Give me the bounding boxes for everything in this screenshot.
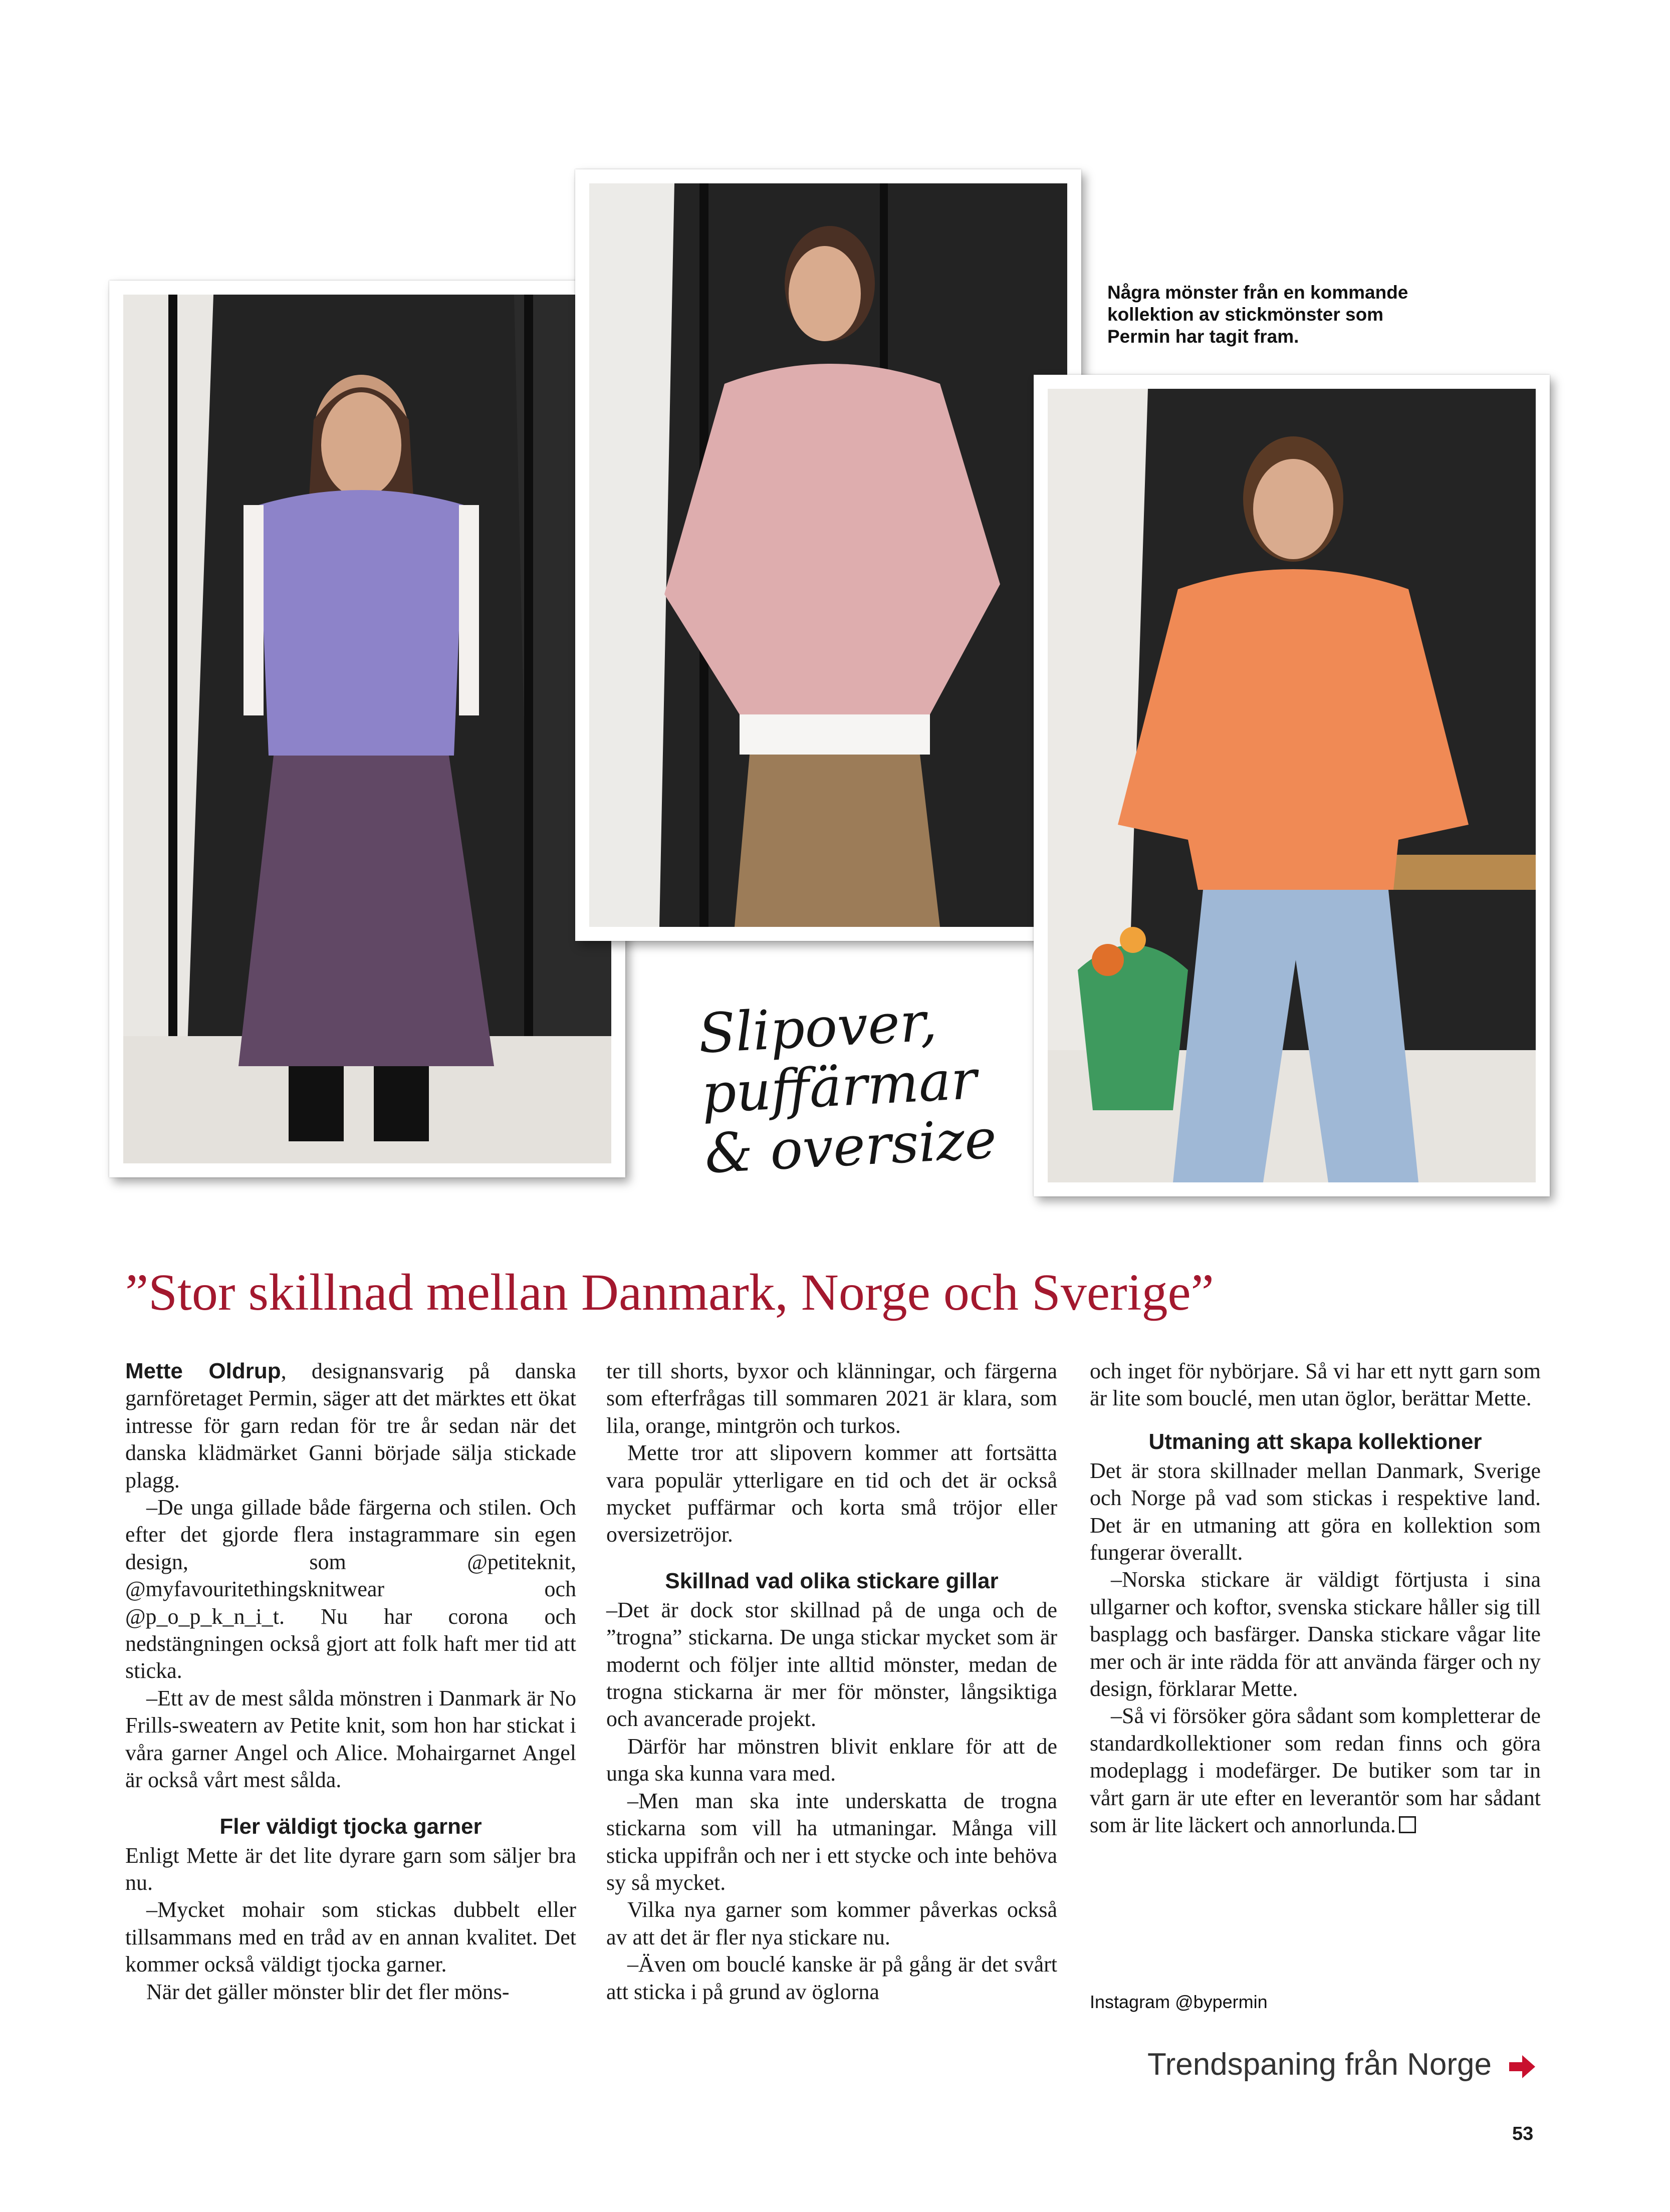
script-title-line-1: Slipover,	[696, 990, 938, 1066]
script-title-line-2: puffärmar	[700, 1048, 979, 1126]
article-column-3	[1090, 1358, 1541, 1839]
paragraph: Enligt Mette är det lite dyrare garn som säljer bra nu.	[125, 1843, 576, 1895]
subheading: Utmaning att skapa kollektioner	[1148, 1429, 1482, 1454]
paragraph: –Ett av de mest sålda mönstren i Danmark är No Frills-sweatern av Petite knit, som hon har stickat i våra garner Angel och Alice. Mohairgarnet Angel är också vårt mest sålda.	[125, 1685, 576, 1793]
subheading: Skillnad vad olika stickare gillar	[665, 1568, 999, 1593]
paragraph: Vilka nya garner som kommer påverkas också av att det är fler nya stickare nu.	[606, 1897, 1057, 1949]
paragraph: Därför har mönstren blivit enklare för att de unga ska kunna vara med.	[606, 1734, 1057, 1786]
arrow-right-icon	[1509, 2055, 1535, 2078]
paragraph: –Så vi försöker göra sådant som kompletterar de standardkollektioner som redan finns och göra modeplagg i modefärger. De butiker som tar in vårt garn är ute efter en leverantör som har sådant som är lite läckert och annorlunda.	[1090, 1703, 1541, 1838]
article-column-2	[606, 1358, 1057, 2006]
author-name: Mette Oldrup	[125, 1359, 281, 1383]
paragraph: Det är stora skillnader mellan Danmark, Sverige och Norge på vad som stickas i respektive land. Det är en utmaning att göra en kollektion som fungerar överallt.	[1090, 1458, 1541, 1565]
paragraph: och inget för nybörjare. Så vi har ett nytt garn som är lite som bouclé, men utan öglor, berättar Mette.	[1090, 1359, 1541, 1411]
script-title-line-3: & oversize	[703, 1108, 998, 1186]
paragraph: –Det är dock stor skillnad på de unga och de ”trogna” stickarna. De unga stickar mycket som är modernt och följer inte alltid mönster, medan de trogna stickarna är mer för mönster, långsiktiga och avancerade projekt.	[606, 1597, 1057, 1732]
paragraph: –Norska stickare är väldigt förtjusta i sina ullgarner och koftor, svenska stickare håller sig till basplagg och basfärger. Danska stickare vågar lite mer och är inte rädda för att använda färger och ny design, förklarar Mette.	[1090, 1567, 1541, 1701]
paragraph: Mette Oldrup, designansvarig på danska garnföretaget Permin, säger att det märktes ett ökat intresse för garn redan för tre år sedan när det danska klädmärket Ganni började sälja stickade plagg.	[125, 1359, 577, 1493]
paragraph: –Men man ska inte underskatta de trogna stickarna som vill ha utmaningar. Många vill sticka uppifrån och ner i ett stycke och inte behöva sy så mycket.	[606, 1788, 1057, 1895]
paragraph: –Mycket mohair som stickas dubbelt eller tillsammans med en tråd av en annan kvalitet. Det kommer också väldigt tjocka garner.	[125, 1897, 576, 1977]
paragraph: När det gäller mönster blir det fler möns-	[146, 1979, 510, 2004]
paragraph: –Även om bouclé kanske är på gång är det svårt att sticka i på grund av öglorna	[606, 1952, 1057, 2004]
photo-frame-orange-sweater	[1034, 375, 1550, 1196]
end-mark-icon	[1399, 1816, 1416, 1833]
paragraph: Mette tror att slipovern kommer att fortsätta vara populär ytterligare en tid och det är också mycket puffärmar och korta små tröjor eller oversizetröjor.	[606, 1440, 1057, 1547]
photo-orange-sweater	[1048, 389, 1536, 1182]
photo-frame-purple-slipover	[109, 281, 625, 1177]
page-number: 53	[1512, 2123, 1534, 2144]
paragraph: ter till shorts, byxor och klänningar, och färgerna som efterfrågas till sommaren 2021 är klara, som lila, orange, mintgrön och turkos.	[606, 1359, 1057, 1438]
photo-caption: Några mönster från en kommande kollektion av stickmönster som Permin har tagit fram.	[1107, 282, 1408, 347]
photo-pink-sweater	[589, 183, 1067, 927]
photo-purple-slipover	[123, 295, 611, 1163]
subheading: Fler väldigt tjocka garner	[219, 1814, 482, 1839]
instagram-credit: Instagram @bypermin	[1090, 1992, 1268, 2012]
script-title	[696, 990, 998, 1186]
next-article-link[interactable]	[1147, 2047, 1535, 2082]
paragraph: –De unga gillade både färgerna och stilen. Och efter det gjorde flera instagrammare sin egen design, som @petiteknit, @myfavouritethingsknitwear och @p_o_p_k_n_i_t. Nu har corona och nedstängningen också gjort att folk haft mer tid att sticka.	[125, 1495, 576, 1683]
article-headline: ”Stor skillnad mellan Danmark, Norge och Sverige”	[125, 1264, 1214, 1321]
article-column-1	[125, 1358, 576, 2006]
photo-frame-pink-sweater	[575, 169, 1081, 941]
next-article-label: Trendspaning från Norge	[1147, 2047, 1492, 2082]
